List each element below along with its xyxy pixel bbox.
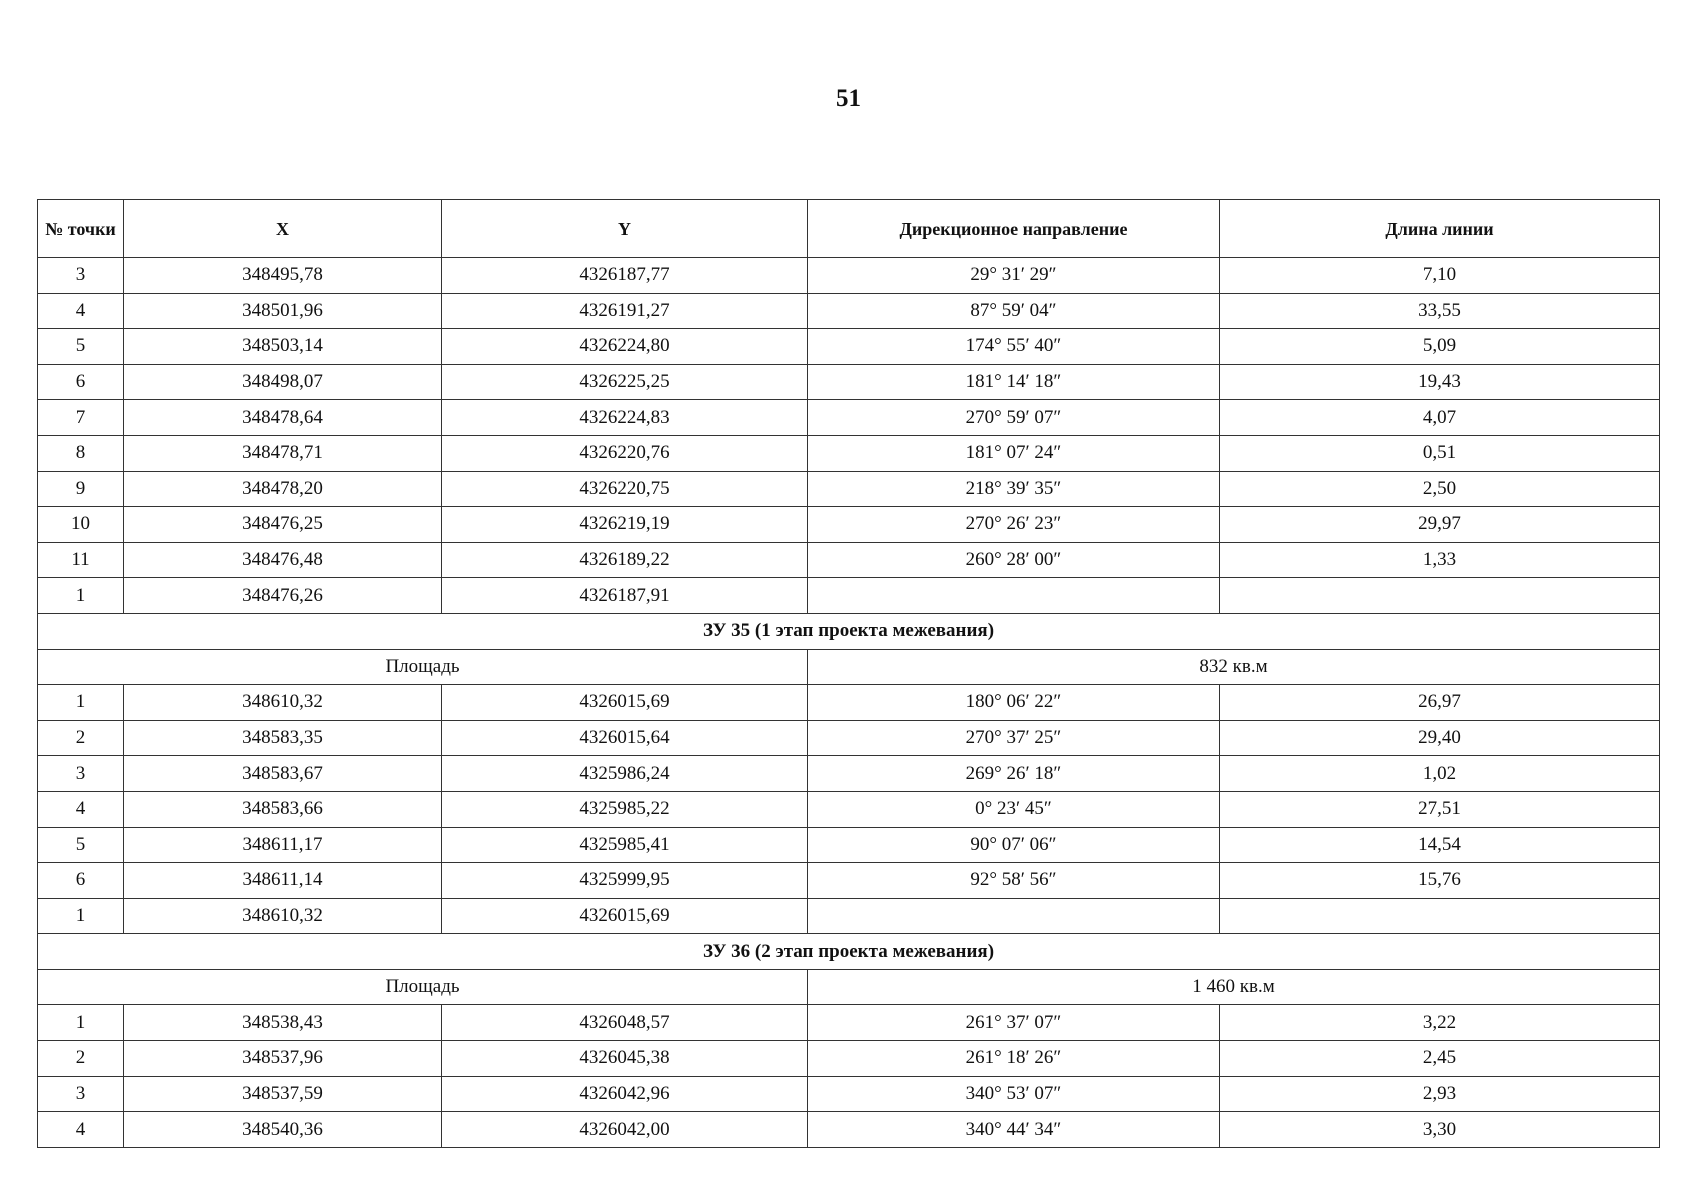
direction-cell: 260° 28′ 00″ [808, 542, 1220, 578]
x-cell: 348501,96 [124, 293, 442, 329]
length-cell: 7,10 [1220, 258, 1660, 294]
header-length: Длина линии [1220, 200, 1660, 258]
header-x: X [124, 200, 442, 258]
table-body [38, 258, 1660, 1148]
table-row [38, 1076, 1660, 1112]
section-title-row [38, 613, 1660, 649]
direction-cell: 0° 23′ 45″ [808, 791, 1220, 827]
table-row [38, 685, 1660, 721]
length-cell [1220, 898, 1660, 934]
direction-cell: 270° 37′ 25″ [808, 720, 1220, 756]
x-cell: 348537,59 [124, 1076, 442, 1112]
table-row [38, 863, 1660, 899]
x-cell: 348583,66 [124, 791, 442, 827]
y-cell: 4326042,00 [442, 1112, 808, 1148]
direction-cell: 269° 26′ 18″ [808, 756, 1220, 792]
table-row [38, 293, 1660, 329]
x-cell: 348476,48 [124, 542, 442, 578]
direction-cell: 261° 18′ 26″ [808, 1041, 1220, 1077]
length-cell: 15,76 [1220, 863, 1660, 899]
coordinates-table [37, 199, 1660, 1148]
length-cell: 0,51 [1220, 435, 1660, 471]
point-number-cell: 1 [38, 578, 124, 614]
length-cell: 33,55 [1220, 293, 1660, 329]
point-number-cell: 6 [38, 364, 124, 400]
direction-cell: 181° 14′ 18″ [808, 364, 1220, 400]
point-number-cell: 2 [38, 1041, 124, 1077]
x-cell: 348540,36 [124, 1112, 442, 1148]
point-number-cell: 4 [38, 791, 124, 827]
area-value: 1 460 кв.м [808, 969, 1660, 1005]
x-cell: 348495,78 [124, 258, 442, 294]
direction-cell [808, 578, 1220, 614]
length-cell: 2,45 [1220, 1041, 1660, 1077]
y-cell: 4326048,57 [442, 1005, 808, 1041]
x-cell: 348538,43 [124, 1005, 442, 1041]
direction-cell [808, 898, 1220, 934]
x-cell: 348478,64 [124, 400, 442, 436]
x-cell: 348476,25 [124, 507, 442, 543]
y-cell: 4326045,38 [442, 1041, 808, 1077]
table-row [38, 400, 1660, 436]
point-number-cell: 3 [38, 756, 124, 792]
length-cell: 5,09 [1220, 329, 1660, 365]
x-cell: 348583,67 [124, 756, 442, 792]
table-row [38, 791, 1660, 827]
direction-cell: 340° 44′ 34″ [808, 1112, 1220, 1148]
table-row [38, 329, 1660, 365]
table-row [38, 364, 1660, 400]
x-cell: 348498,07 [124, 364, 442, 400]
length-cell: 3,22 [1220, 1005, 1660, 1041]
point-number-cell: 1 [38, 1005, 124, 1041]
point-number-cell: 5 [38, 827, 124, 863]
table-row [38, 756, 1660, 792]
y-cell: 4325999,95 [442, 863, 808, 899]
table-row [38, 1041, 1660, 1077]
table-row [38, 898, 1660, 934]
direction-cell: 340° 53′ 07″ [808, 1076, 1220, 1112]
length-cell: 29,97 [1220, 507, 1660, 543]
direction-cell: 29° 31′ 29″ [808, 258, 1220, 294]
table-row [38, 827, 1660, 863]
table-row [38, 507, 1660, 543]
x-cell: 348478,20 [124, 471, 442, 507]
y-cell: 4326015,69 [442, 898, 808, 934]
x-cell: 348611,14 [124, 863, 442, 899]
point-number-cell: 2 [38, 720, 124, 756]
point-number-cell: 6 [38, 863, 124, 899]
y-cell: 4326191,27 [442, 293, 808, 329]
x-cell: 348503,14 [124, 329, 442, 365]
point-number-cell: 4 [38, 293, 124, 329]
length-cell: 2,50 [1220, 471, 1660, 507]
y-cell: 4326187,77 [442, 258, 808, 294]
y-cell: 4326015,64 [442, 720, 808, 756]
point-number-cell: 7 [38, 400, 124, 436]
table-row [38, 1112, 1660, 1148]
length-cell: 19,43 [1220, 364, 1660, 400]
length-cell: 27,51 [1220, 791, 1660, 827]
length-cell: 1,33 [1220, 542, 1660, 578]
point-number-cell: 11 [38, 542, 124, 578]
x-cell: 348583,35 [124, 720, 442, 756]
x-cell: 348610,32 [124, 898, 442, 934]
header-y: Y [442, 200, 808, 258]
x-cell: 348610,32 [124, 685, 442, 721]
header-direction: Дирекционное направление [808, 200, 1220, 258]
length-cell: 2,93 [1220, 1076, 1660, 1112]
table-row [38, 435, 1660, 471]
table-row [38, 542, 1660, 578]
section-title: ЗУ 35 (1 этап проекта межевания) [38, 613, 1660, 649]
length-cell [1220, 578, 1660, 614]
x-cell: 348476,26 [124, 578, 442, 614]
y-cell: 4326220,75 [442, 471, 808, 507]
point-number-cell: 3 [38, 1076, 124, 1112]
table-header-row [38, 200, 1660, 258]
table-row [38, 1005, 1660, 1041]
y-cell: 4326015,69 [442, 685, 808, 721]
direction-cell: 90° 07′ 06″ [808, 827, 1220, 863]
y-cell: 4326224,83 [442, 400, 808, 436]
x-cell: 348537,96 [124, 1041, 442, 1077]
direction-cell: 87° 59′ 04″ [808, 293, 1220, 329]
y-cell: 4325986,24 [442, 756, 808, 792]
table-row [38, 578, 1660, 614]
x-cell: 348611,17 [124, 827, 442, 863]
point-number-cell: 3 [38, 258, 124, 294]
area-value: 832 кв.м [808, 649, 1660, 685]
length-cell: 29,40 [1220, 720, 1660, 756]
area-row [38, 969, 1660, 1005]
point-number-cell: 10 [38, 507, 124, 543]
direction-cell: 181° 07′ 24″ [808, 435, 1220, 471]
length-cell: 14,54 [1220, 827, 1660, 863]
point-number-cell: 8 [38, 435, 124, 471]
length-cell: 4,07 [1220, 400, 1660, 436]
point-number-cell: 9 [38, 471, 124, 507]
y-cell: 4326220,76 [442, 435, 808, 471]
y-cell: 4326187,91 [442, 578, 808, 614]
direction-cell: 180° 06′ 22″ [808, 685, 1220, 721]
point-number-cell: 4 [38, 1112, 124, 1148]
direction-cell: 92° 58′ 56″ [808, 863, 1220, 899]
direction-cell: 174° 55′ 40″ [808, 329, 1220, 365]
length-cell: 3,30 [1220, 1112, 1660, 1148]
page-number: 51 [836, 85, 861, 112]
area-label: Площадь [38, 969, 808, 1005]
point-number-cell: 1 [38, 685, 124, 721]
table-row [38, 471, 1660, 507]
direction-cell: 261° 37′ 07″ [808, 1005, 1220, 1041]
header-point-number: № точки [38, 200, 124, 258]
table-row [38, 258, 1660, 294]
length-cell: 26,97 [1220, 685, 1660, 721]
length-cell: 1,02 [1220, 756, 1660, 792]
x-cell: 348478,71 [124, 435, 442, 471]
y-cell: 4325985,22 [442, 791, 808, 827]
area-row [38, 649, 1660, 685]
direction-cell: 218° 39′ 35″ [808, 471, 1220, 507]
y-cell: 4326219,19 [442, 507, 808, 543]
area-label: Площадь [38, 649, 808, 685]
y-cell: 4326225,25 [442, 364, 808, 400]
direction-cell: 270° 59′ 07″ [808, 400, 1220, 436]
point-number-cell: 5 [38, 329, 124, 365]
y-cell: 4326224,80 [442, 329, 808, 365]
direction-cell: 270° 26′ 23″ [808, 507, 1220, 543]
y-cell: 4326189,22 [442, 542, 808, 578]
section-title-row [38, 934, 1660, 970]
y-cell: 4326042,96 [442, 1076, 808, 1112]
table-row [38, 720, 1660, 756]
y-cell: 4325985,41 [442, 827, 808, 863]
point-number-cell: 1 [38, 898, 124, 934]
section-title: ЗУ 36 (2 этап проекта межевания) [38, 934, 1660, 970]
